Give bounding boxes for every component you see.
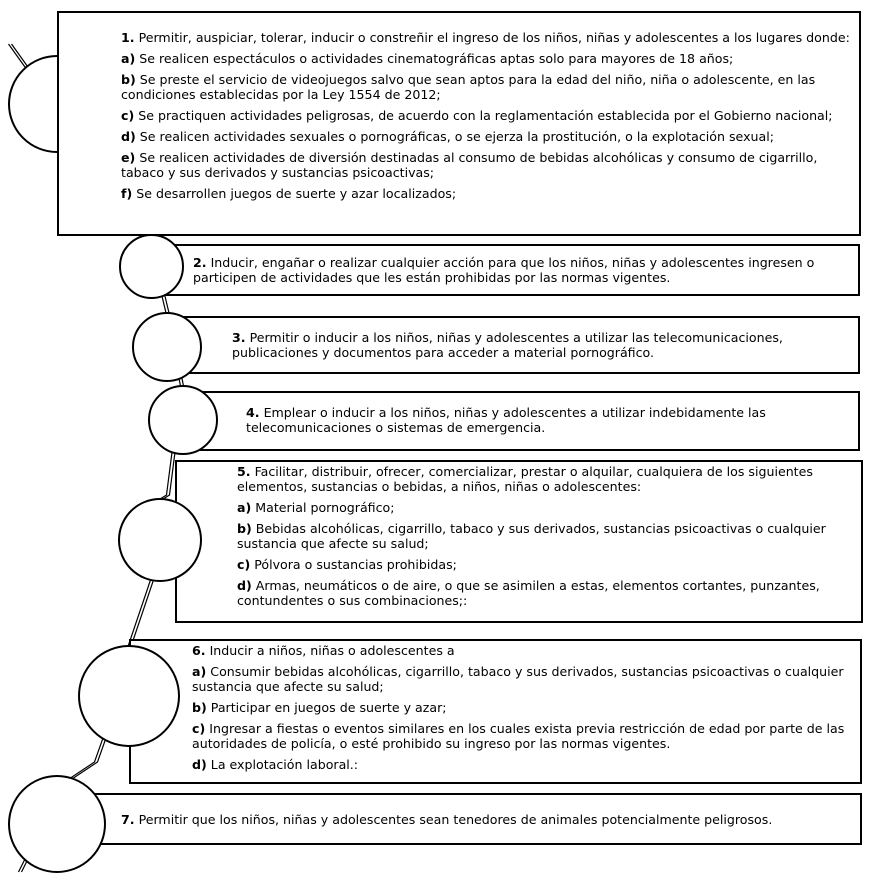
item-1-number: 1. — [121, 30, 135, 45]
sub-text: La explotación laboral.: — [210, 757, 359, 772]
item-5-number: 5. — [237, 464, 251, 479]
sub-text: Se realicen actividades de diversión destinadas al consumo de bebidas alcohólicas y consumo de cigarrillo, tabaco y sus derivados y sustancias psicoactivas; — [121, 150, 818, 180]
item-3-text: Permitir o inducir a los niños, niñas y adolescentes a utilizar las telecomunicaciones, publicaciones y documentos para acceder a material pornográfico. — [232, 330, 783, 360]
item-3-number: 3. — [232, 330, 246, 345]
item-7-box — [57, 793, 862, 845]
item-2-number: 2. — [193, 255, 207, 270]
item-6-number: 6. — [192, 643, 206, 658]
sub-text: Bebidas alcohólicas, cigarrillo, tabaco y sus derivados, sustancias psicoactivas o cualquier sustancia que afecte su salud; — [237, 521, 826, 551]
item-1-sub-c — [121, 108, 853, 123]
item-3-box — [160, 316, 860, 374]
sub-text: Consumir bebidas alcohólicas, cigarrillo, tabaco y sus derivados, sustancias psicoactivas o cualquier sustancia que afecte su salud; — [192, 664, 844, 694]
item-5-sub-d — [237, 578, 855, 608]
item-6-heading — [192, 643, 854, 658]
item-4-heading — [246, 405, 852, 435]
sub-text: Se practiquen actividades peligrosas, de acuerdo con la reglamentación establecida por el Gobierno nacional; — [138, 108, 833, 123]
item-4-box — [176, 391, 860, 451]
sub-letter: a) — [121, 51, 136, 66]
sub-text: Material pornográfico; — [255, 500, 395, 515]
sub-text: Ingresar a fiestas o eventos similares en los cuales exista previa restricción de edad por parte de las autoridades de policía, o esté prohibido su ingreso por las normas vigentes. — [192, 721, 845, 751]
item-2-text: Inducir, engañar o realizar cualquier acción para que los niños, niñas y adolescentes ingresen o participen de actividades que les están prohibidas por las normas vigentes. — [193, 255, 815, 285]
item-6-box — [129, 639, 862, 784]
sub-text: Se realicen actividades sexuales o pornográficas, o se ejerza la prostitución, o la explotación sexual; — [139, 129, 774, 144]
item-5-circle — [118, 498, 202, 582]
item-6-text: Inducir a niños, niñas o adolescentes a — [209, 643, 455, 658]
item-7-number: 7. — [121, 812, 135, 827]
item-6-sub-b — [192, 700, 854, 715]
item-7-circle — [8, 775, 106, 873]
item-5-box — [175, 460, 863, 623]
item-4-circle — [148, 385, 218, 455]
sub-letter: f) — [121, 186, 133, 201]
item-6-sub-a — [192, 664, 854, 694]
item-5-heading — [237, 464, 855, 494]
sub-letter: b) — [192, 700, 207, 715]
sub-letter: c) — [121, 108, 135, 123]
item-5-sub-c — [237, 557, 855, 572]
sub-letter: d) — [121, 129, 136, 144]
item-7-heading — [121, 812, 854, 827]
sub-letter: e) — [121, 150, 136, 165]
sub-text: Armas, neumáticos o de aire, o que se asimilen a estas, elementos cortantes, punzantes, contundentes o sus combinaciones;: — [237, 578, 820, 608]
sub-letter: d) — [237, 578, 252, 593]
item-1-sub-b — [121, 72, 853, 102]
sub-letter: a) — [192, 664, 207, 679]
item-3-circle — [132, 312, 202, 382]
item-2-box — [147, 244, 860, 296]
item-5-sub-a — [237, 500, 855, 515]
sub-letter: a) — [237, 500, 252, 515]
sub-letter: d) — [192, 757, 207, 772]
item-3-heading — [232, 330, 854, 360]
item-2-circle — [119, 234, 184, 299]
item-5-text: Facilitar, distribuir, ofrecer, comercializar, prestar o alquilar, cualquiera de los siguientes elementos, sustancias o bebidas, a niños, niñas o adolescentes: — [237, 464, 813, 494]
item-4-text: Emplear o inducir a los niños, niñas y adolescentes a utilizar indebidamente las telecomunicaciones o sistemas de emergencia. — [246, 405, 766, 435]
sub-text: Se preste el servicio de videojuegos salvo que sean aptos para la edad del niño, niña o adolescente, en las condiciones establecidas por la Ley 1554 de 2012; — [121, 72, 816, 102]
item-6-sub-d — [192, 757, 854, 772]
sub-text: Pólvora o sustancias prohibidas; — [254, 557, 457, 572]
item-6-sub-c — [192, 721, 854, 751]
sub-letter: c) — [237, 557, 251, 572]
sub-text: Participar en juegos de suerte y azar; — [210, 700, 447, 715]
item-1-box — [57, 11, 861, 236]
item-7-text: Permitir que los niños, niñas y adolescentes sean tenedores de animales potencialmente peligrosos. — [138, 812, 773, 827]
item-5-sub-b — [237, 521, 855, 551]
item-4-number: 4. — [246, 405, 260, 420]
item-1-heading — [121, 30, 853, 45]
sub-text: Se realicen espectáculos o actividades cinematográficas aptas solo para mayores de 18 años; — [139, 51, 734, 66]
sub-letter: b) — [121, 72, 136, 87]
item-6-circle — [78, 645, 180, 747]
item-2-heading — [193, 255, 852, 285]
item-1-sub-f — [121, 186, 853, 201]
item-1-sub-d — [121, 129, 853, 144]
item-1-sub-e — [121, 150, 853, 180]
item-1-sub-a — [121, 51, 853, 66]
sub-letter: c) — [192, 721, 206, 736]
item-1-text: Permitir, auspiciar, tolerar, inducir o constreñir el ingreso de los niños, niñas y adolescentes a los lugares donde: — [138, 30, 850, 45]
sub-text: Se desarrollen juegos de suerte y azar localizados; — [136, 186, 457, 201]
sub-letter: b) — [237, 521, 252, 536]
